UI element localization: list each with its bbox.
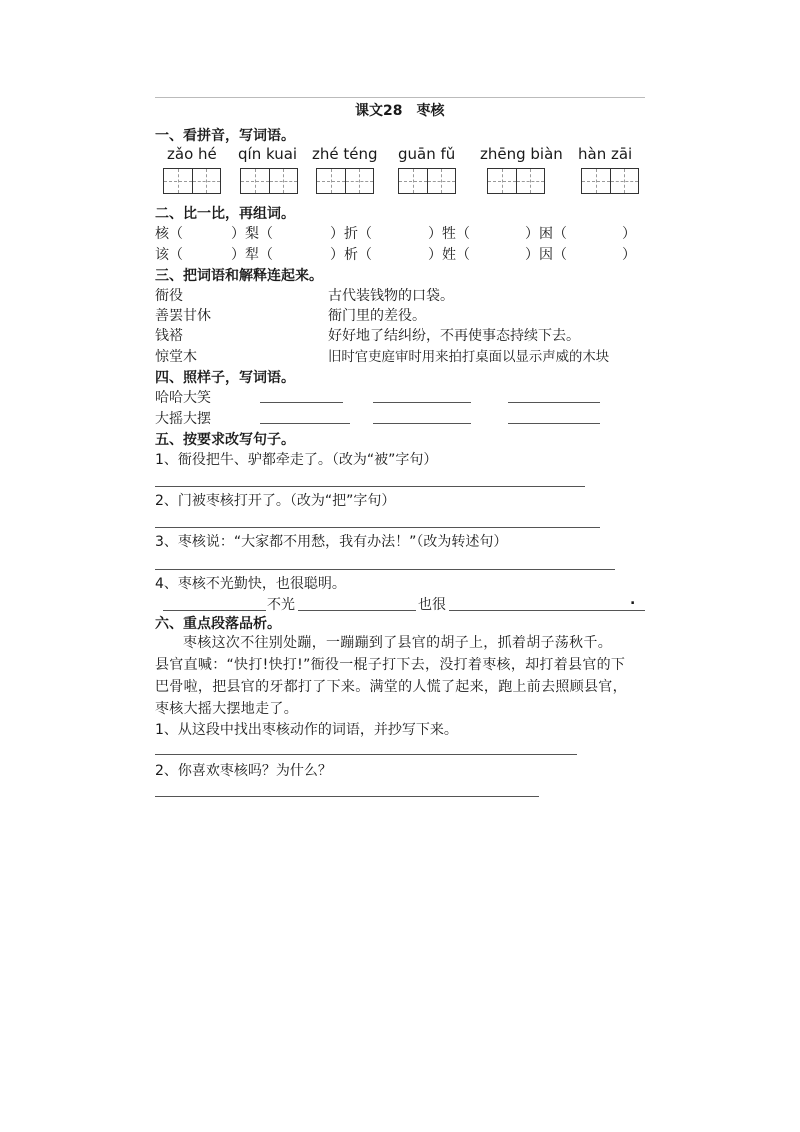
compare-r1-1: 核（ [155, 226, 183, 242]
passage-line-3: 巴骨啦，把县官的牙都打了下来。满堂的人慌了起来，跑上前去照顾县官， [155, 679, 627, 695]
match-word-2[interactable]: 善罢甘休 [155, 308, 211, 324]
example-word-2: 大摇大摆 [155, 411, 211, 427]
answer-line[interactable] [298, 610, 416, 611]
page-title: 课文28 枣核 [355, 103, 445, 119]
answer-line[interactable] [260, 423, 350, 424]
answer-line[interactable] [155, 527, 600, 528]
match-meaning-3[interactable]: 好好地了结纠纷，不再使事态持续下去。 [328, 328, 580, 344]
answer-line[interactable] [373, 423, 471, 424]
writing-grid-4[interactable] [398, 168, 456, 194]
compare-r2-6: ） [622, 247, 636, 263]
rewrite-question-3: 3、枣核说：“大家都不用愁，我有办法！”（改为转述句） [155, 534, 508, 550]
answer-line[interactable] [155, 569, 615, 570]
fill-end-period: . [630, 592, 636, 608]
passage-line-4: 枣核大摇大摆地走了。 [155, 701, 298, 717]
pinyin-6: hàn zāi [578, 145, 633, 163]
passage-line-1: 枣核这次不往别处蹦，一蹦蹦到了县官的胡子上，抓着胡子荡秋千。 [183, 635, 612, 651]
writing-grid-6[interactable] [581, 168, 639, 194]
top-rule [155, 97, 645, 98]
match-word-4[interactable]: 惊堂木 [155, 349, 197, 365]
answer-line[interactable] [155, 796, 539, 797]
reading-passage [155, 632, 645, 720]
compare-r2-3: ）析（ [330, 247, 372, 263]
answer-line[interactable] [260, 402, 343, 403]
compare-r1-6: ） [622, 226, 636, 242]
pinyin-4: guān fǔ [398, 145, 456, 163]
writing-grid-1[interactable] [163, 168, 221, 194]
pinyin-1: zǎo hé [167, 145, 217, 163]
passage-line-2: 县官直喊：“快打!快打!”衙役一棍子打下去，没打着枣核，却打着县官的下 [155, 657, 626, 673]
rewrite-question-1: 1、衙役把牛、驴都牵走了。（改为“被”字句） [155, 452, 438, 468]
match-meaning-1[interactable]: 古代装钱物的口袋。 [328, 288, 454, 304]
match-word-3[interactable]: 钱褡 [155, 328, 183, 344]
answer-line[interactable] [373, 402, 471, 403]
reading-question-1: 1、从这段中找出枣核动作的词语，并抄写下来。 [155, 722, 458, 738]
compare-r1-4: ）牲（ [428, 226, 470, 242]
compare-r2-1: 该（ [155, 247, 183, 263]
pinyin-5: zhēng biàn [480, 145, 563, 163]
rewrite-question-2: 2、门被枣核打开了。（改为“把”字句） [155, 493, 396, 509]
answer-line[interactable] [508, 402, 600, 403]
answer-line[interactable] [155, 486, 585, 487]
fill-word-1: 不光 [267, 597, 295, 613]
match-meaning-4[interactable]: 旧时官吏庭审时用来拍打桌面以显示声威的木块 [328, 350, 610, 365]
answer-line[interactable] [155, 754, 577, 755]
pinyin-3: zhé téng [312, 145, 378, 163]
answer-line[interactable] [449, 610, 645, 611]
compare-r1-5: ）困（ [525, 226, 567, 242]
section-2-heading: 二、比一比，再组词。 [155, 206, 295, 222]
answer-line[interactable] [163, 610, 266, 611]
section-5-heading: 五、按要求改写句子。 [155, 432, 295, 448]
compare-r1-3: ）折（ [330, 226, 372, 242]
compare-r2-5: ）因（ [525, 247, 567, 263]
section-6-heading: 六、重点段落品析。 [155, 616, 281, 632]
compare-r2-4: ）姓（ [428, 247, 470, 263]
writing-grid-2[interactable] [240, 168, 298, 194]
fill-word-2: 也很 [418, 597, 446, 613]
answer-line[interactable] [508, 423, 600, 424]
match-meaning-2[interactable]: 衙门里的差役。 [328, 308, 426, 324]
reading-question-2: 2、你喜欢枣核吗？为什么？ [155, 763, 332, 779]
writing-grid-5[interactable] [487, 168, 545, 194]
section-3-heading: 三、把词语和解释连起来。 [155, 268, 323, 284]
match-word-1[interactable]: 衙役 [155, 288, 183, 304]
writing-grid-3[interactable] [316, 168, 374, 194]
rewrite-question-4: 4、枣核不光勤快，也很聪明。 [155, 576, 346, 592]
section-1-heading: 一、看拼音，写词语。 [155, 128, 295, 144]
example-word-1: 哈哈大笑 [155, 390, 211, 406]
section-4-heading: 四、照样子，写词语。 [155, 370, 295, 386]
compare-r1-2: ）梨（ [231, 226, 273, 242]
pinyin-2: qín kuai [238, 145, 298, 163]
compare-r2-2: ）犁（ [231, 247, 273, 263]
